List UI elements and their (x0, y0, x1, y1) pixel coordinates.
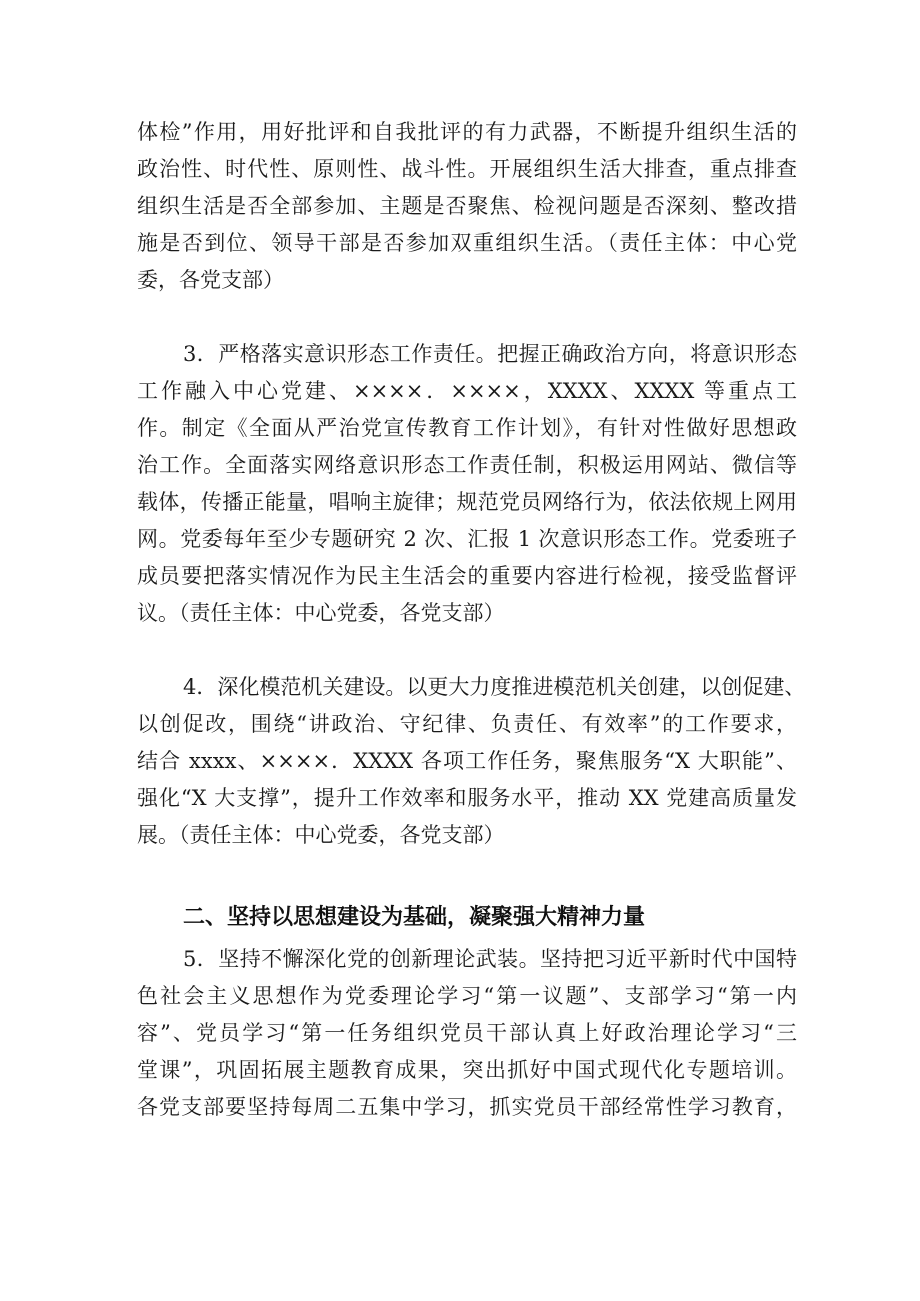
text-line: 以创促改，围绕“讲政治、守纪律、负责任、有效率”的工作要求， (137, 712, 797, 736)
text-line: 4．深化模范机关建设。以更大力度推进模范机关创建，以创促建、 (183, 675, 806, 699)
text-line: 工作融入中心党建、××××．××××，XXXX、XXXX 等重点工 (137, 379, 797, 403)
text-line: 结合 xxxx、××××．XXXX 各项工作任务，聚焦服务“X 大职能”、 (137, 749, 797, 773)
text-line: 组织生活是否全部参加、主题是否聚焦、检视问题是否深刻、整改措 (137, 194, 797, 218)
text-line: 展。（责任主体：中心党委，各党支部） (137, 823, 505, 847)
text-line: 作。制定《全面从严治党宣传教育工作计划》，有针对性做好思想政 (137, 416, 797, 440)
text-line: 容”、党员学习“第一任务组织党员干部认真上好政治理论学习“三 (137, 1021, 797, 1045)
text-line: 治工作。全面落实网络意识形态工作责任制，积极运用网站、微信等 (137, 453, 797, 477)
text-line: 成员要把落实情况作为民主生活会的重要内容进行检视，接受监督评 (137, 564, 797, 588)
text-line: 体检”作用，用好批评和自我批评的有力武器，不断提升组织生活的 (137, 120, 797, 144)
text-line: 色社会主义思想作为党委理论学习“第一议题”、支部学习“第一内 (137, 984, 797, 1008)
text-line: 施是否到位、领导干部是否参加双重组织生活。（责任主体：中心党 (137, 231, 797, 255)
text-line: 堂课”，巩固拓展主题教育成果，突出抓好中国式现代化专题培训。 (137, 1058, 797, 1082)
text-line: 议。（责任主体：中心党委，各党支部） (137, 601, 505, 625)
text-line: 强化“X 大支撑”，提升工作效率和服务水平，推动 XX 党建高质量发 (137, 786, 797, 810)
text-line: 委，各党支部） (137, 268, 284, 292)
text-line: 政治性、时代性、原则性、战斗性。开展组织生活大排查，重点排查 (137, 157, 797, 181)
text-line: 5．坚持不懈深化党的创新理论武装。坚持把习近平新时代中国特 (183, 947, 797, 971)
section-heading: 二、坚持以思想建设为基础，凝聚强大精神力量 (183, 905, 646, 930)
text-line: 3．严格落实意识形态工作责任。把握正确政治方向，将意识形态 (183, 342, 797, 366)
text-line: 各党支部要坚持每周二五集中学习，抓实党员干部经常性学习教育， (137, 1095, 797, 1119)
text-line: 网。党委每年至少专题研究 2 次、汇报 1 次意识形态工作。党委班子 (137, 527, 797, 551)
text-line: 载体，传播正能量，唱响主旋律；规范党员网络行为，依法依规上网用 (137, 490, 797, 514)
